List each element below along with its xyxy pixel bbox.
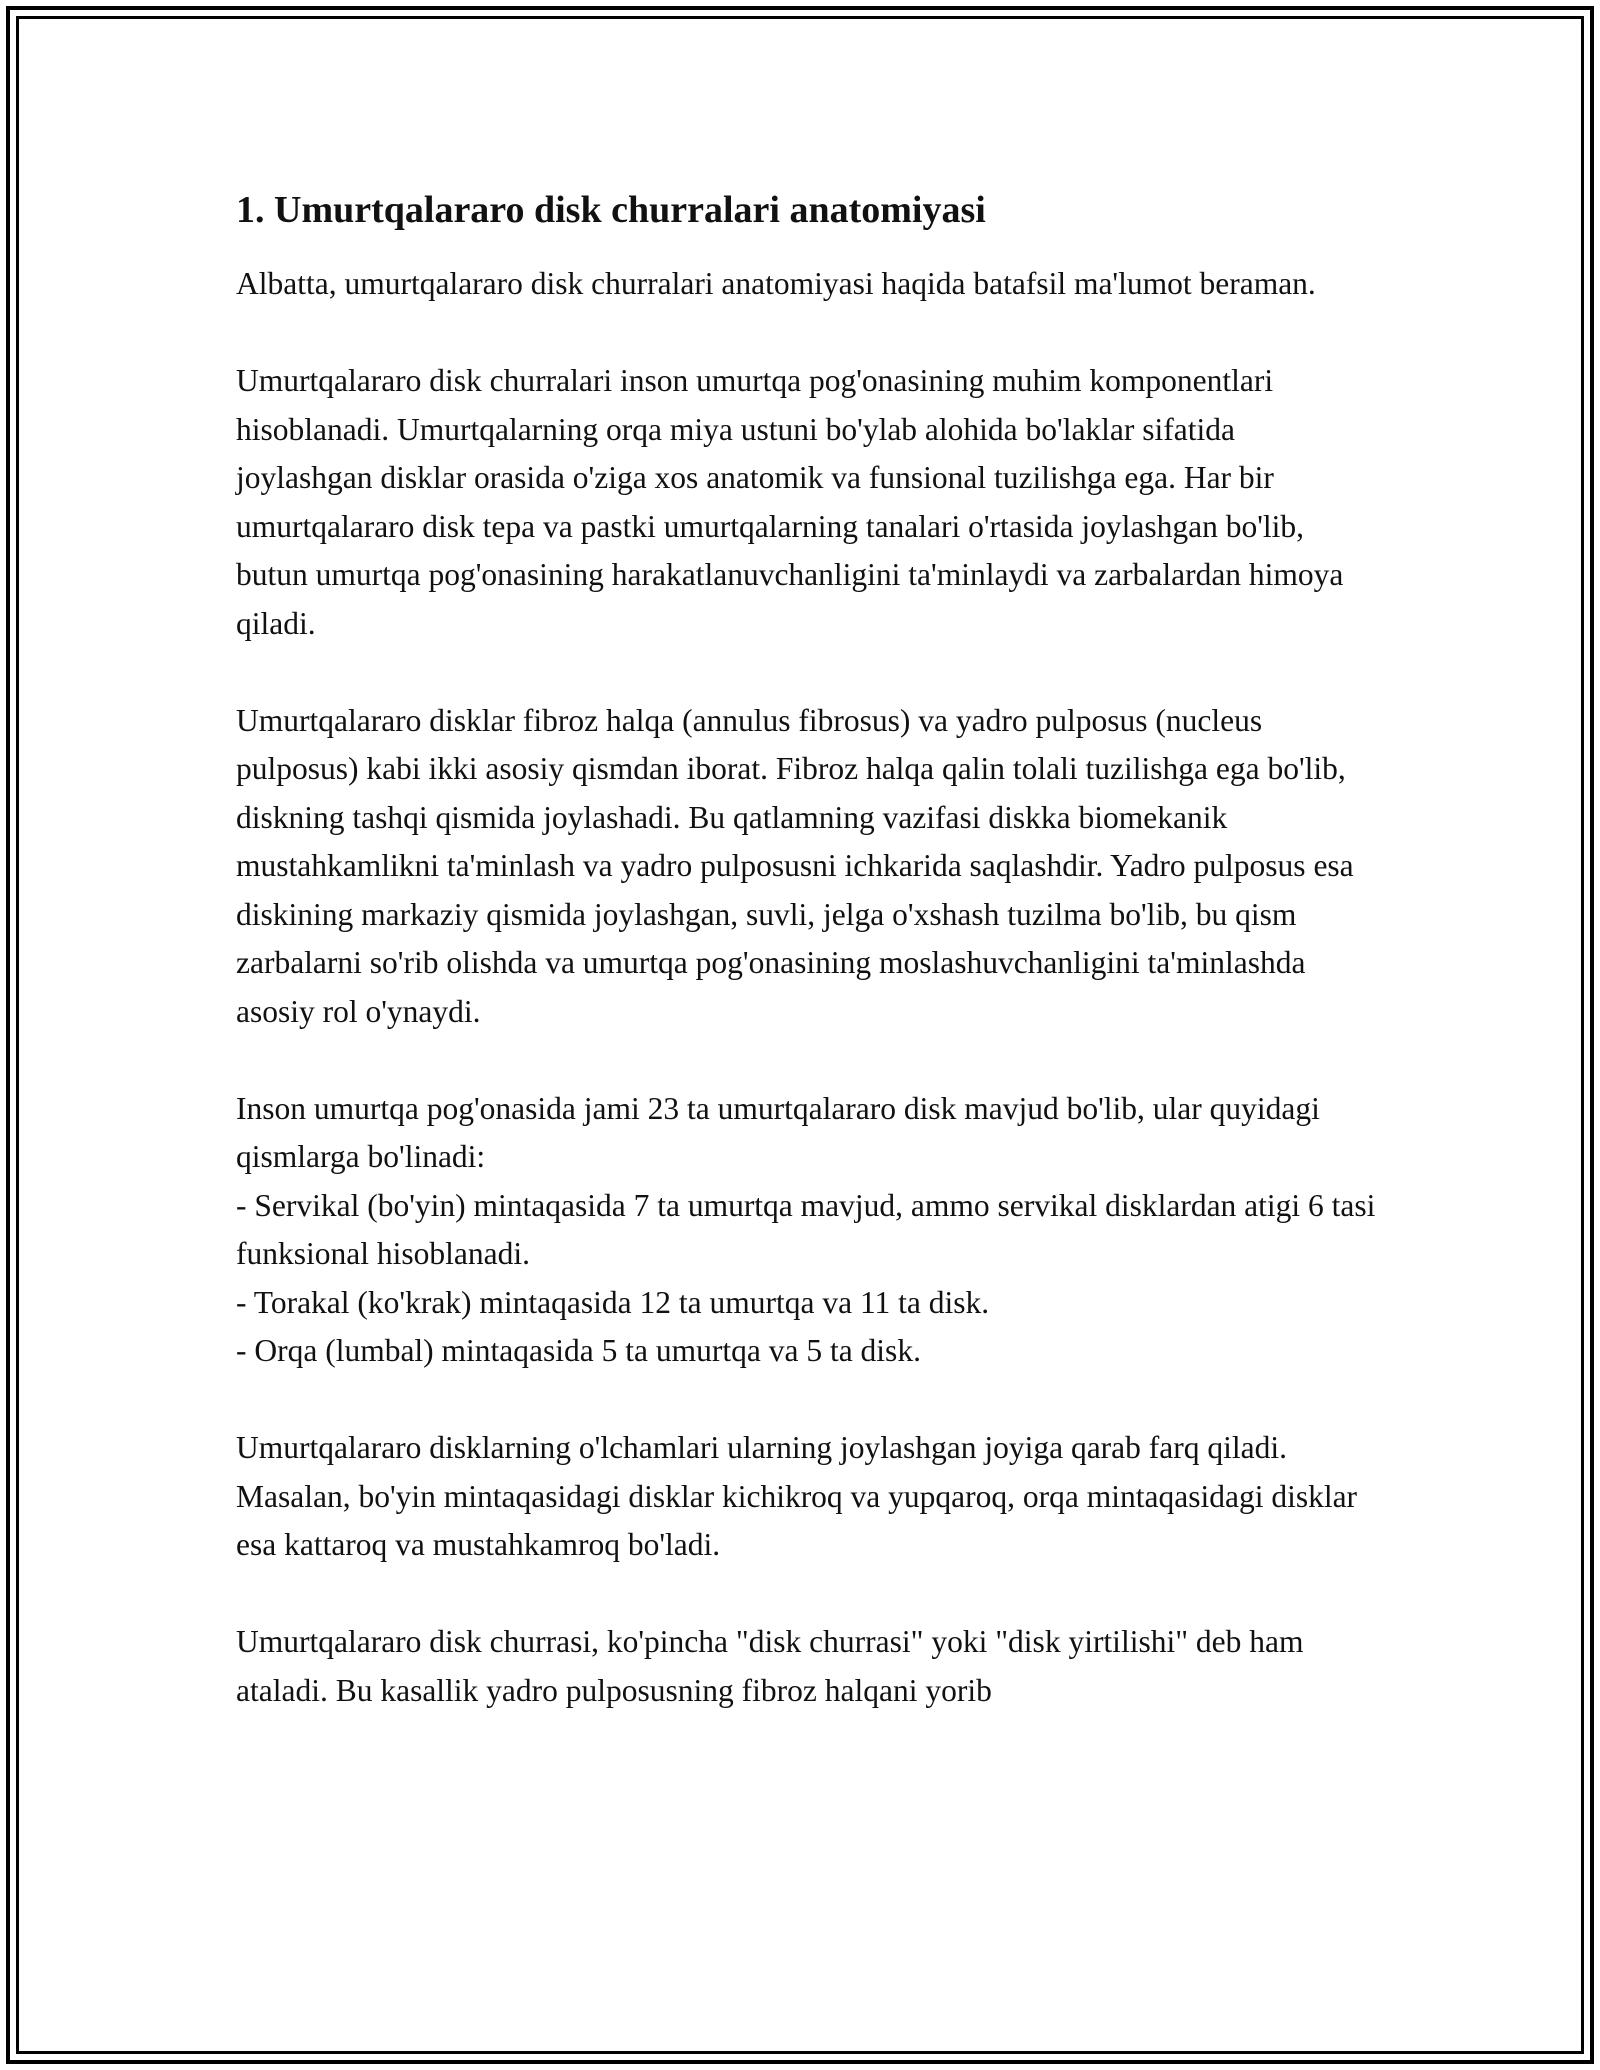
document-title: 1. Umurtqalararo disk churralari anatomiyasi — [236, 189, 986, 231]
intro-paragraph: Albatta, umurtqalararo disk churralari anatomiyasi haqida batafsil ma'lumot beraman. — [236, 266, 1316, 301]
document-body — [236, 186, 1376, 1764]
list-item-cervical: - Servikal (bo'yin) mintaqasida 7 ta umurtqa mavjud, ammo servikal disklardan atigi 6 tasi funksional hisoblanadi. — [236, 1187, 1376, 1271]
anatomy-paragraph: Umurtqalararo disk churralari inson umurtqa pog'onasining muhim komponentlari hisoblanadi. Umurtqalarning orqa miya ustuni bo'ylab alohida bo'laklar sifatida joylashgan disklar orasida o'ziga xos anatomik va funsional tuzilishga ega. Har bir umurtqalararo disk tepa va pastki umurtqalarning tanalari o'rtasida joylashgan bo'lib, butun umurtqa pog'onasining harakatlanuvchanligini ta'minlaydi va zarbalardan himoya qiladi. — [236, 363, 1344, 641]
list-item-thoracic: - Torakal (ko'krak) mintaqasida 12 ta umurtqa va 11 ta disk. — [236, 1284, 990, 1320]
size-paragraph: Umurtqalararo disklarning o'lchamlari ularning joylashgan joyiga qarab farq qiladi. Masalan, bo'yin mintaqasidagi disklar kichikroq va yupqaroq, orqa mintaqasidagi disklar esa kattaroq va mustahkamroq bo'ladi. — [236, 1430, 1358, 1562]
hernia-paragraph: Umurtqalararo disk churrasi, ko'pincha "disk churrasi" yoki "disk yirtilishi" deb ham ataladi. Bu kasallik yadro pulposusning fibroz halqani yorib — [236, 1624, 1304, 1708]
structure-paragraph: Umurtqalararo disklar fibroz halqa (annulus fibrosus) va yadro pulposus (nucleus pulposus) kabi ikki asosiy qismdan iborat. Fibroz halqa qalin tolali tuzilishga ega bo'lib, diskning tashqi qismida joylashadi. Bu qatlamning vazifasi diskka biomekanik mustahkamlikni ta'minlash va yadro pulposusni ichkarida saqlashdir. Yadro pulposus esa diskining markaziy qismida joylashgan, suvli, jelga o'xshash tuzilma bo'lib, bu qism zarbalarni so'rib olishda va umurtqa pog'onasining moslashuvchanligini ta'minlashda asosiy rol o'ynaydi. — [236, 702, 1354, 1029]
list-item-lumbar: - Orqa (lumbal) mintaqasida 5 ta umurtqa va 5 ta disk. — [236, 1333, 921, 1368]
disk-count-list — [236, 1085, 1376, 1376]
list-intro: Inson umurtqa pog'onasida jami 23 ta umurtqalararo disk mavjud bo'lib, ular quyidagi qismlarga bo'linadi: — [236, 1090, 1320, 1174]
